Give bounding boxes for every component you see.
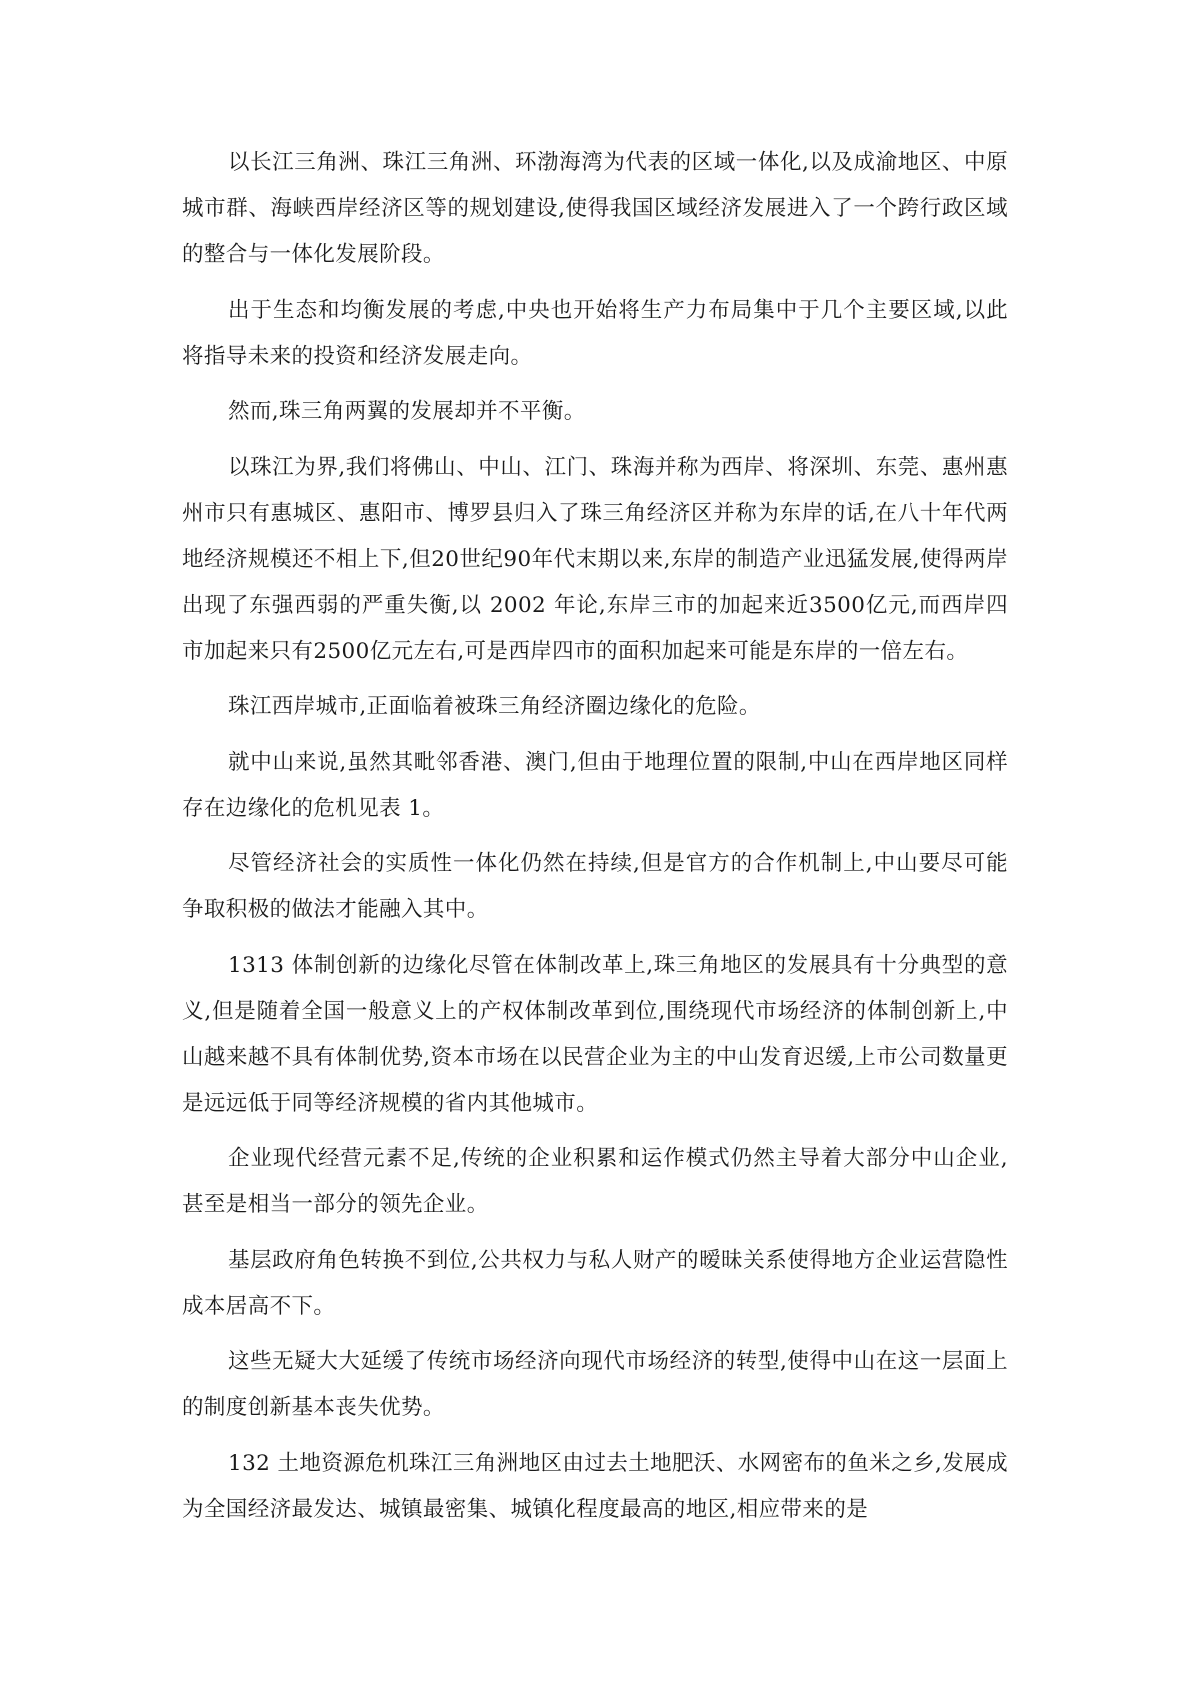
paragraph-central-planning: 出于生态和均衡发展的考虑,中央也开始将生产力布局集中于几个主要区域,以此将指导未来的投资和经济发展走向。 xyxy=(182,297,1008,369)
paragraph-east-west-comparison: 以珠江为界,我们将佛山、中山、江门、珠海并称为西岸、将深圳、东莞、惠州惠州市只有惠城区、惠阳市、博罗县归入了珠三角经济区并称为东岸的话,在八十年代两地经济规模还不相上下,但20世纪90年代末期以来,东岸的制造产业迅猛发展,使得两岸出现了东强西弱的严重失衡,以 2002 年论,东岸三市的加起来近3500亿元,而西岸四市加起来只有2500亿元左右,可是西岸四市的面积加起来可能是东岸的一倍左右。 xyxy=(182,454,1008,664)
paragraph-marginalization-risk: 珠江西岸城市,正面临着被珠三角经济圈边缘化的危险。 xyxy=(228,694,761,719)
document-body xyxy=(182,140,1008,1542)
paragraph-cooperation-mechanism: 尽管经济社会的实质性一体化仍然在持续,但是官方的合作机制上,中山要尽可能争取积极的做法才能融入其中。 xyxy=(182,851,1008,922)
paragraph-land-resource-crisis: 132 土地资源危机珠江三角洲地区由过去土地肥沃、水网密布的鱼米之乡,发展成为全国经济最发达、城镇最密集、城镇化程度最高的地区,相应带来的是 xyxy=(182,1450,1008,1522)
paragraph-enterprise-management: 企业现代经营元素不足,传统的企业积累和运作模式仍然主导着大部分中山企业,甚至是相当一部分的领先企业。 xyxy=(182,1146,1008,1217)
paragraph-imbalance: 然而,珠三角两翼的发展却并不平衡。 xyxy=(228,399,586,424)
paragraph-government-role: 基层政府角色转换不到位,公共权力与私人财产的暧昧关系使得地方企业运营隐性成本居高不下。 xyxy=(182,1247,1008,1319)
paragraph-transition-delay: 这些无疑大大延缓了传统市场经济向现代市场经济的转型,使得中山在这一层面上的制度创新基本丧失优势。 xyxy=(182,1349,1008,1420)
paragraph-zhongshan-position: 就中山来说,虽然其毗邻香港、澳门,但由于地理位置的限制,中山在西岸地区同样存在边缘化的危机见表 1。 xyxy=(182,749,1008,821)
paragraph-institutional-innovation: 1313 体制创新的边缘化尽管在体制改革上,珠三角地区的发展具有十分典型的意义,但是随着全国一般意义上的产权体制改革到位,围绕现代市场经济的体制创新上,中山越来越不具有体制优势,资本市场在以民营企业为主的中山发育迟缓,上市公司数量更是远远低于同等经济规模的省内其他城市。 xyxy=(182,952,1008,1116)
paragraph-regional-integration: 以长江三角洲、珠江三角洲、环渤海湾为代表的区域一体化,以及成渝地区、中原城市群、海峡西岸经济区等的规划建设,使得我国区域经济发展进入了一个跨行政区域的整合与一体化发展阶段。 xyxy=(182,150,1008,267)
